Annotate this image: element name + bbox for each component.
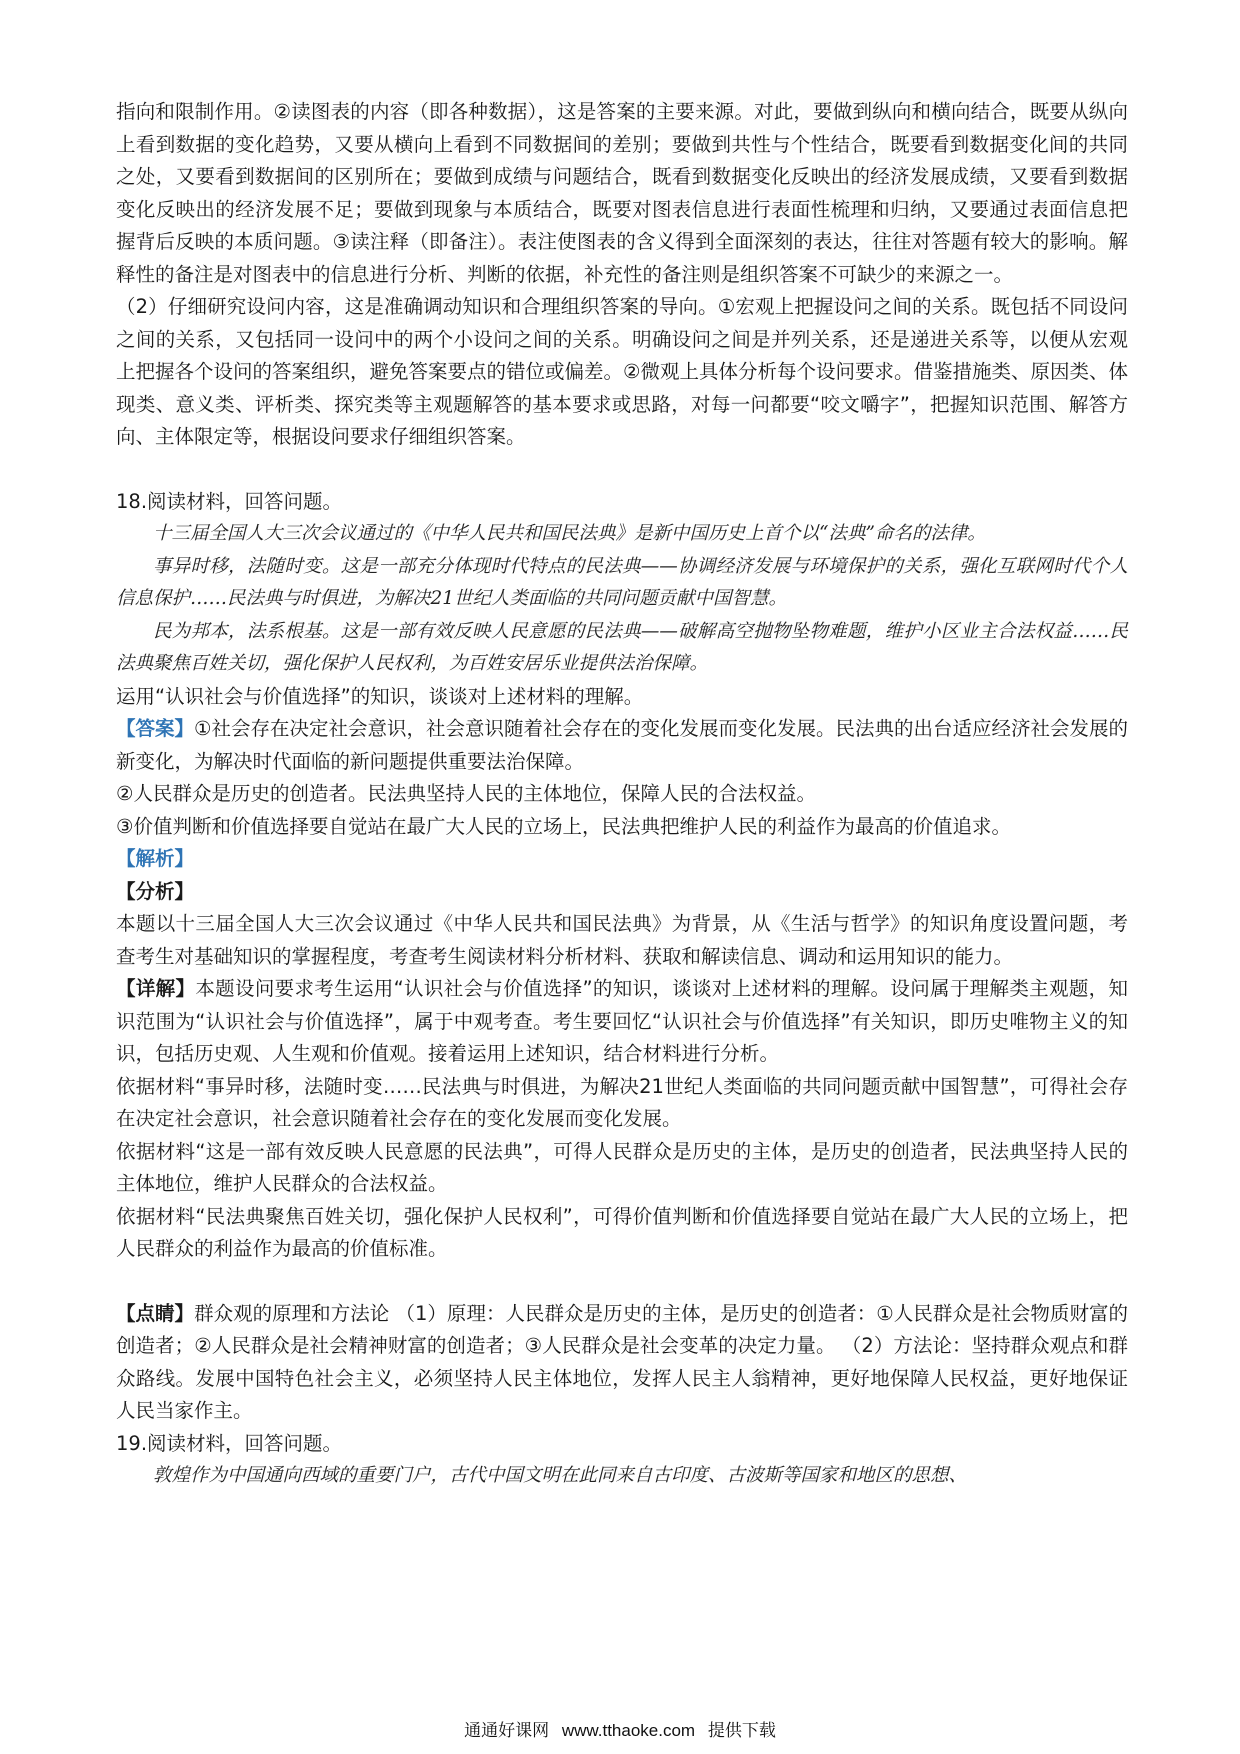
q18-material-1: 十三届全国人大三次会议通过的《中华人民共和国民法典》是新中国历史上首个以“法典”命名的法律。	[153, 523, 986, 544]
q18-detail-3: 依据材料“民法典聚焦百姓关切，强化保护人民权利”，可得价值判断和价值选择要自觉站在最广大人民的立场上，把人民群众的利益作为最高的价值标准。	[116, 1204, 1128, 1260]
q18-answer-1	[116, 713, 1128, 778]
xiangjie-tag: 【详解】	[116, 977, 196, 1000]
answer-tag: 【答案】	[116, 717, 195, 740]
q18-analysis-tag	[116, 843, 1128, 876]
answer-text-1: ①社会存在决定社会意识，社会意识随着社会存在的变化发展而变化发展。民法典的出台适应经济社会发展的新变化，为解决时代面临的新问题提供重要法治保障。	[116, 717, 1128, 773]
q18-answer-3: ③价值判断和价值选择要自觉站在最广大人民的立场上，民法典把维护人民的利益作为最高的价值追求。	[116, 814, 1011, 838]
footer-site-name: 通通好课网	[464, 1721, 550, 1740]
footer-url[interactable]: www.tthaoke.com	[561, 1721, 696, 1740]
q18-fenxi-tag	[116, 876, 1128, 909]
q18-material-3: 民为邦本，法系根基。这是一部有效反映人民意愿的民法典——破解高空抛物坠物难题，维护小区业主合法权益……民法典聚焦百姓关切，强化保护人民权利，为百姓安居乐业提供法治保障。	[116, 620, 1128, 674]
footer-note: 提供下载	[707, 1721, 776, 1740]
q18-fenxi: 本题以十三届全国人大三次会议通过《中华人民共和国民法典》为背景，从《生活与哲学》的知识角度设置问题，考查考生对基础知识的掌握程度，考查考生阅读材料分析材料、获取和解读信息、调动和运用知识的能力。	[116, 912, 1128, 968]
question-18-title: 18.阅读材料，回答问题。	[116, 489, 343, 513]
q18-dianjing	[116, 1298, 1128, 1428]
fenxi-tag: 【分析】	[116, 879, 195, 903]
dianjing-tag: 【点睛】	[116, 1301, 195, 1325]
page-footer	[0, 1716, 1240, 1741]
q18-detail-1: 依据材料“事异时移，法随时变……民法典与时俱进，为解决21世纪人类面临的共同问题贡献中国智慧”，可得社会存在决定社会意识，社会意识随着社会存在的变化发展而变化发展。	[116, 1074, 1128, 1130]
q18-detail-2: 依据材料“这是一部有效反映人民意愿的民法典”，可得人民群众是历史的主体，是历史的创造者，民法典坚持人民的主体地位，维护人民群众的合法权益。	[116, 1139, 1128, 1195]
analysis-tag: 【解析】	[116, 847, 195, 870]
q18-answer-2: ②人民群众是历史的创造者。民法典坚持人民的主体地位，保障人民的合法权益。	[116, 782, 816, 805]
q18-xiangjie	[116, 973, 1128, 1071]
dianjing-text: 群众观的原理和方法论 （1）原理：人民群众是历史的主体，是历史的创造者：①人民群众是社会物质财富的创造者；②人民群众是社会精神财富的创造者；③人民群众是社会变革的决定力量。 （2）方法论：坚持群众观点和群众路线。发展中国特色社会主义，必须坚持人民主体地位，发挥人民主人翁精神，更好地保障人民权益，更好地保证人民当家作主。	[116, 1301, 1128, 1422]
xiangjie-text: 本题设问要求考生运用“认识社会与价值选择”的知识，谈谈对上述材料的理解。设问属于理解类主观题，知识范围为“认识社会与价值选择”，属于中观考查。考生要回忆“认识社会与价值选择”有关知识，即历史唯物主义的知识，包括历史观、人生观和价值观。接着运用上述知识，结合材料进行分析。	[116, 977, 1128, 1065]
document-page	[116, 96, 1128, 1493]
intro-paragraph-1: 指向和限制作用。②读图表的内容（即各种数据），这是答案的主要来源。对此，要做到纵向和横向结合，既要从纵向上看到数据的变化趋势，又要从横向上看到不同数据间的差别；要做到共性与个性结合，既要看到数据变化间的共同之处，又要看到数据间的区别所在；要做到成绩与问题结合，既看到数据变化反映出的经济发展成绩，又要看到数据变化反映出的经济发展不足；要做到现象与本质结合，既要对图表信息进行表面性梳理和归纳，又要通过表面信息把握背后反映的本质问题。③读注释（即备注）。表注使图表的含义得到全面深刻的表达，往往对答题有较大的影响。解释性的备注是对图表中的信息进行分析、判断的依据，补充性的备注则是组织答案不可缺少的来源之一。	[116, 100, 1128, 286]
question-19-title: 19.阅读材料，回答问题。	[116, 1431, 343, 1455]
q18-question: 运用“认识社会与价值选择”的知识，谈谈对上述材料的理解。	[116, 684, 644, 708]
intro-paragraph-2: （2）仔细研究设问内容，这是准确调动知识和合理组织答案的导向。①宏观上把握设问之间的关系。既包括不同设问之间的关系，又包括同一设问中的两个小设问之间的关系。明确设问之间是并列关系，还是递进关系等，以便从宏观上把握各个设问的答案组织，避免答案要点的错位或偏差。②微观上具体分析每个设问要求。借鉴措施类、原因类、体现类、意义类、评析类、探究类等主观题解答的基本要求或思路，对每一问都要“咬文嚼字”，把握知识范围、解答方向、主体限定等，根据设问要求仔细组织答案。	[116, 295, 1128, 448]
q19-material-1: 敦煌作为中国通向西域的重要门户，古代中国文明在此同来自古印度、古波斯等国家和地区的思想、	[153, 1465, 968, 1486]
q18-material-2: 事异时移，法随时变。这是一部充分体现时代特点的民法典——协调经济发展与环境保护的关系，强化互联网时代个人信息保护……民法典与时俱进，为解决21世纪人类面临的共同问题贡献中国智慧。	[116, 555, 1128, 609]
